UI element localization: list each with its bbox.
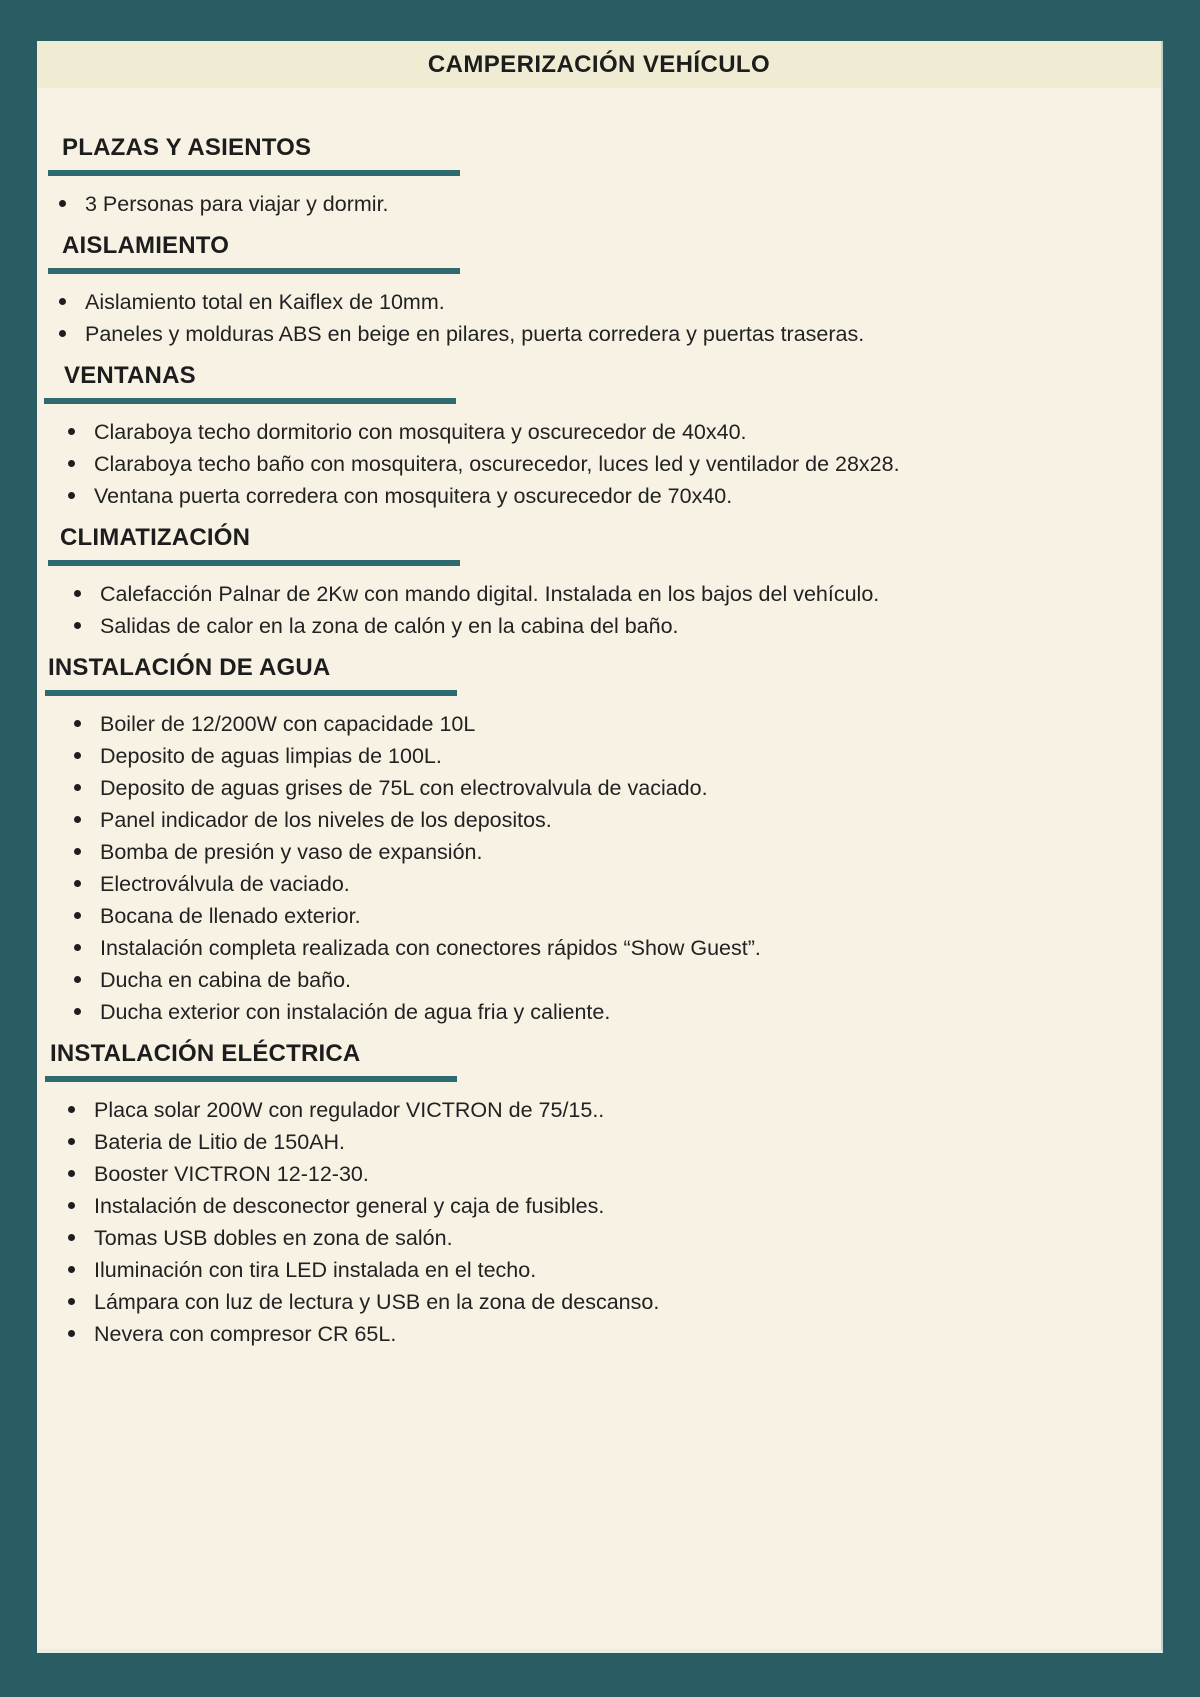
bullet-item: Placa solar 200W con regulador VICTRON de 75/15.. bbox=[66, 1094, 1161, 1126]
heading-underline bbox=[45, 690, 457, 696]
bullet-item: Iluminación con tira LED instalada en el techo. bbox=[66, 1254, 1161, 1286]
bullet-dot-icon bbox=[59, 200, 66, 207]
bullet-item: Deposito de aguas limpias de 100L. bbox=[72, 740, 1161, 772]
bullet-item: Tomas USB dobles en zona de salón. bbox=[66, 1222, 1161, 1254]
bullet-dot-icon bbox=[68, 1330, 75, 1337]
bullet-item: Booster VICTRON 12-12-30. bbox=[66, 1158, 1161, 1190]
section-heading: PLAZAS Y ASIENTOS bbox=[62, 134, 312, 161]
spec-section bbox=[37, 654, 1161, 1028]
heading-underline bbox=[44, 398, 456, 404]
page-title: CAMPERIZACIÓN VEHÍCULO bbox=[427, 50, 771, 78]
bullet-item: Bomba de presión y vaso de expansión. bbox=[72, 836, 1161, 868]
bullet-dot-icon bbox=[68, 428, 75, 435]
bullet-list bbox=[57, 286, 1161, 350]
section-heading: CLIMATIZACIÓN bbox=[60, 524, 251, 551]
bullet-dot-icon bbox=[74, 880, 81, 887]
document-body bbox=[37, 88, 1161, 1350]
bullet-item: Panel indicador de los niveles de los depositos. bbox=[72, 804, 1161, 836]
bullet-dot-icon bbox=[74, 976, 81, 983]
spec-section bbox=[37, 1040, 1161, 1350]
bullet-dot-icon bbox=[74, 912, 81, 919]
section-heading: INSTALACIÓN ELÉCTRICA bbox=[50, 1040, 361, 1067]
bullet-list bbox=[57, 188, 1161, 220]
bullet-item: Instalación completa realizada con conectores rápidos “Show Guest”. bbox=[72, 932, 1161, 964]
section-heading: VENTANAS bbox=[64, 362, 196, 389]
bullet-item: Lámpara con luz de lectura y USB en la zona de descanso. bbox=[66, 1286, 1161, 1318]
spec-section bbox=[37, 362, 1161, 512]
bullet-item: 3 Personas para viajar y dormir. bbox=[57, 188, 1161, 220]
document-page bbox=[37, 41, 1163, 1653]
bullet-item: Boiler de 12/200W con capacidade 10L bbox=[72, 708, 1161, 740]
bullet-list bbox=[66, 416, 1161, 512]
spec-section bbox=[37, 232, 1161, 350]
bullet-dot-icon bbox=[74, 848, 81, 855]
bullet-dot-icon bbox=[68, 1138, 75, 1145]
bullet-item: Paneles y molduras ABS en beige en pilares, puerta corredera y puertas traseras. bbox=[57, 318, 1161, 350]
section-heading: AISLAMIENTO bbox=[62, 232, 230, 259]
heading-underline bbox=[48, 268, 460, 274]
bullet-item: Ventana puerta corredera con mosquitera y oscurecedor de 70x40. bbox=[66, 480, 1161, 512]
bullet-dot-icon bbox=[68, 460, 75, 467]
bullet-dot-icon bbox=[74, 784, 81, 791]
bullet-item: Instalación de desconector general y caja de fusibles. bbox=[66, 1190, 1161, 1222]
title-band bbox=[37, 41, 1161, 88]
bullet-item: Deposito de aguas grises de 75L con electrovalvula de vaciado. bbox=[72, 772, 1161, 804]
bullet-dot-icon bbox=[68, 1202, 75, 1209]
section-heading: INSTALACIÓN DE AGUA bbox=[48, 654, 331, 681]
bullet-item: Claraboya techo dormitorio con mosquitera y oscurecedor de 40x40. bbox=[66, 416, 1161, 448]
bullet-dot-icon bbox=[68, 1234, 75, 1241]
bullet-dot-icon bbox=[74, 590, 81, 597]
bullet-item: Bocana de llenado exterior. bbox=[72, 900, 1161, 932]
bullet-dot-icon bbox=[74, 622, 81, 629]
heading-underline bbox=[48, 170, 460, 176]
bullet-dot-icon bbox=[74, 1008, 81, 1015]
bullet-dot-icon bbox=[68, 492, 75, 499]
bullet-item: Electroválvula de vaciado. bbox=[72, 868, 1161, 900]
bullet-item: Bateria de Litio de 150AH. bbox=[66, 1126, 1161, 1158]
bullet-item: Aislamiento total en Kaiflex de 10mm. bbox=[57, 286, 1161, 318]
bullet-item: Ducha en cabina de baño. bbox=[72, 964, 1161, 996]
bullet-dot-icon bbox=[68, 1170, 75, 1177]
bullet-dot-icon bbox=[59, 330, 66, 337]
bullet-list bbox=[72, 578, 1161, 642]
bullet-dot-icon bbox=[74, 944, 81, 951]
heading-underline bbox=[45, 1076, 457, 1082]
bullet-list bbox=[66, 1094, 1161, 1350]
spec-section bbox=[37, 134, 1161, 220]
bullet-item: Nevera con compresor CR 65L. bbox=[66, 1318, 1161, 1350]
bullet-dot-icon bbox=[74, 720, 81, 727]
bullet-dot-icon bbox=[74, 752, 81, 759]
bullet-dot-icon bbox=[68, 1298, 75, 1305]
bullet-dot-icon bbox=[68, 1266, 75, 1273]
bullet-dot-icon bbox=[74, 816, 81, 823]
bullet-item: Ducha exterior con instalación de agua fria y caliente. bbox=[72, 996, 1161, 1028]
bullet-item: Claraboya techo baño con mosquitera, oscurecedor, luces led y ventilador de 28x28. bbox=[66, 448, 1161, 480]
spec-section bbox=[37, 524, 1161, 642]
bullet-dot-icon bbox=[59, 298, 66, 305]
bullet-dot-icon bbox=[68, 1106, 75, 1113]
heading-underline bbox=[48, 560, 460, 566]
bullet-list bbox=[72, 708, 1161, 1028]
bullet-item: Salidas de calor en la zona de calón y en la cabina del baño. bbox=[72, 610, 1161, 642]
bullet-item: Calefacción Palnar de 2Kw con mando digital. Instalada en los bajos del vehículo. bbox=[72, 578, 1161, 610]
